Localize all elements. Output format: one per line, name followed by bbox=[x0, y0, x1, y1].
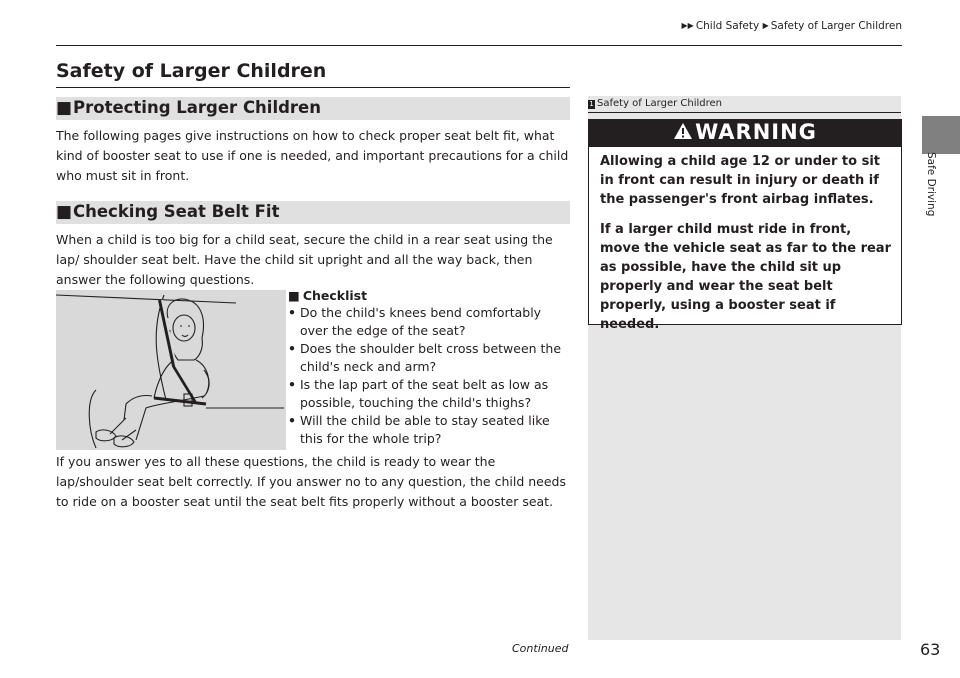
bullet-icon: • bbox=[288, 413, 296, 428]
breadcrumb-arrow-icon: ▶ bbox=[762, 21, 769, 30]
checklist-heading-label: Checklist bbox=[302, 288, 368, 303]
continued-label: Continued bbox=[512, 642, 569, 655]
checklist bbox=[288, 304, 570, 448]
section-square-icon: ■ bbox=[56, 202, 73, 222]
warning-alert-icon bbox=[673, 122, 693, 140]
bullet-icon: • bbox=[288, 305, 296, 320]
bullet-icon: • bbox=[288, 341, 296, 356]
bullet-icon: • bbox=[288, 377, 296, 392]
header-divider bbox=[56, 45, 902, 46]
checklist-square-icon: ■ bbox=[288, 288, 300, 303]
checklist-item bbox=[288, 340, 570, 376]
chapter-tab[interactable] bbox=[925, 152, 947, 232]
warning-header bbox=[588, 119, 902, 147]
checklist-item-text: Does the shoulder belt cross between the child's neck and arm? bbox=[300, 341, 562, 374]
checklist-item bbox=[288, 412, 570, 448]
warning-paragraph-1: Allowing a child age 12 or under to sit in front can result in injury or death if the passenger's front airbag inflates. bbox=[600, 154, 881, 207]
chapter-tab-marker bbox=[922, 116, 960, 154]
child-seat-belt-illustration bbox=[56, 290, 286, 450]
breadcrumb-item-child-safety[interactable]: Child Safety bbox=[695, 20, 760, 32]
page-number: 63 bbox=[920, 640, 941, 659]
checking-conclusion-paragraph: If you answer yes to all these questions, the child is ready to wear the lap/shoulder seat belt correctly. If you answer no to any question, the child needs to ride on a booster seat until the seat belt fits properly without a booster seat. bbox=[56, 454, 566, 509]
breadcrumb bbox=[0, 20, 902, 32]
section-square-icon: ■ bbox=[56, 98, 73, 118]
breadcrumb-item-current: Safety of Larger Children bbox=[770, 20, 902, 32]
sidebar-title bbox=[588, 98, 722, 109]
checklist-item-text: Do the child's knees bend comfortably over the edge of the seat? bbox=[300, 305, 542, 338]
warning-paragraph-2: If a larger child must ride in front, move the vehicle seat as far to the rear as possible, have the child sit up properly and wear the seat belt properly, using a booster seat if needed. bbox=[600, 222, 891, 332]
section-heading-checking bbox=[56, 201, 570, 224]
child-seated-illustration-icon bbox=[56, 290, 286, 450]
title-divider bbox=[56, 87, 570, 88]
checklist-item bbox=[288, 304, 570, 340]
sidebar-divider bbox=[588, 112, 901, 113]
page-title: Safety of Larger Children bbox=[56, 60, 327, 82]
sidebar-title-label: Safety of Larger Children bbox=[597, 98, 723, 109]
checklist-item bbox=[288, 376, 570, 412]
warning-label: WARNING bbox=[695, 120, 817, 144]
chapter-tab-label: Safe Driving bbox=[925, 152, 937, 217]
breadcrumb-arrow-icon: ▶▶ bbox=[681, 21, 694, 30]
section-heading-label: Checking Seat Belt Fit bbox=[73, 202, 280, 221]
section-heading-label: Protecting Larger Children bbox=[73, 98, 321, 117]
checklist-item-text: Will the child be able to stay seated like this for the whole trip? bbox=[300, 413, 550, 446]
reference-marker-icon: 1 bbox=[589, 100, 594, 108]
section-heading-protecting bbox=[56, 97, 570, 120]
checklist-heading bbox=[288, 288, 367, 303]
protecting-paragraph: The following pages give instructions on how to check proper seat belt fit, what kind of booster seat to use if one is needed, and important precautions for a child who must sit in front. bbox=[56, 128, 569, 183]
checking-intro-paragraph: When a child is too big for a child seat, secure the child in a rear seat using the lap/ shoulder seat belt. Have the child sit upright and all the way back, then answer the following questions. bbox=[56, 232, 553, 287]
checklist-item-text: Is the lap part of the seat belt as low as possible, touching the child's thighs? bbox=[300, 377, 549, 410]
